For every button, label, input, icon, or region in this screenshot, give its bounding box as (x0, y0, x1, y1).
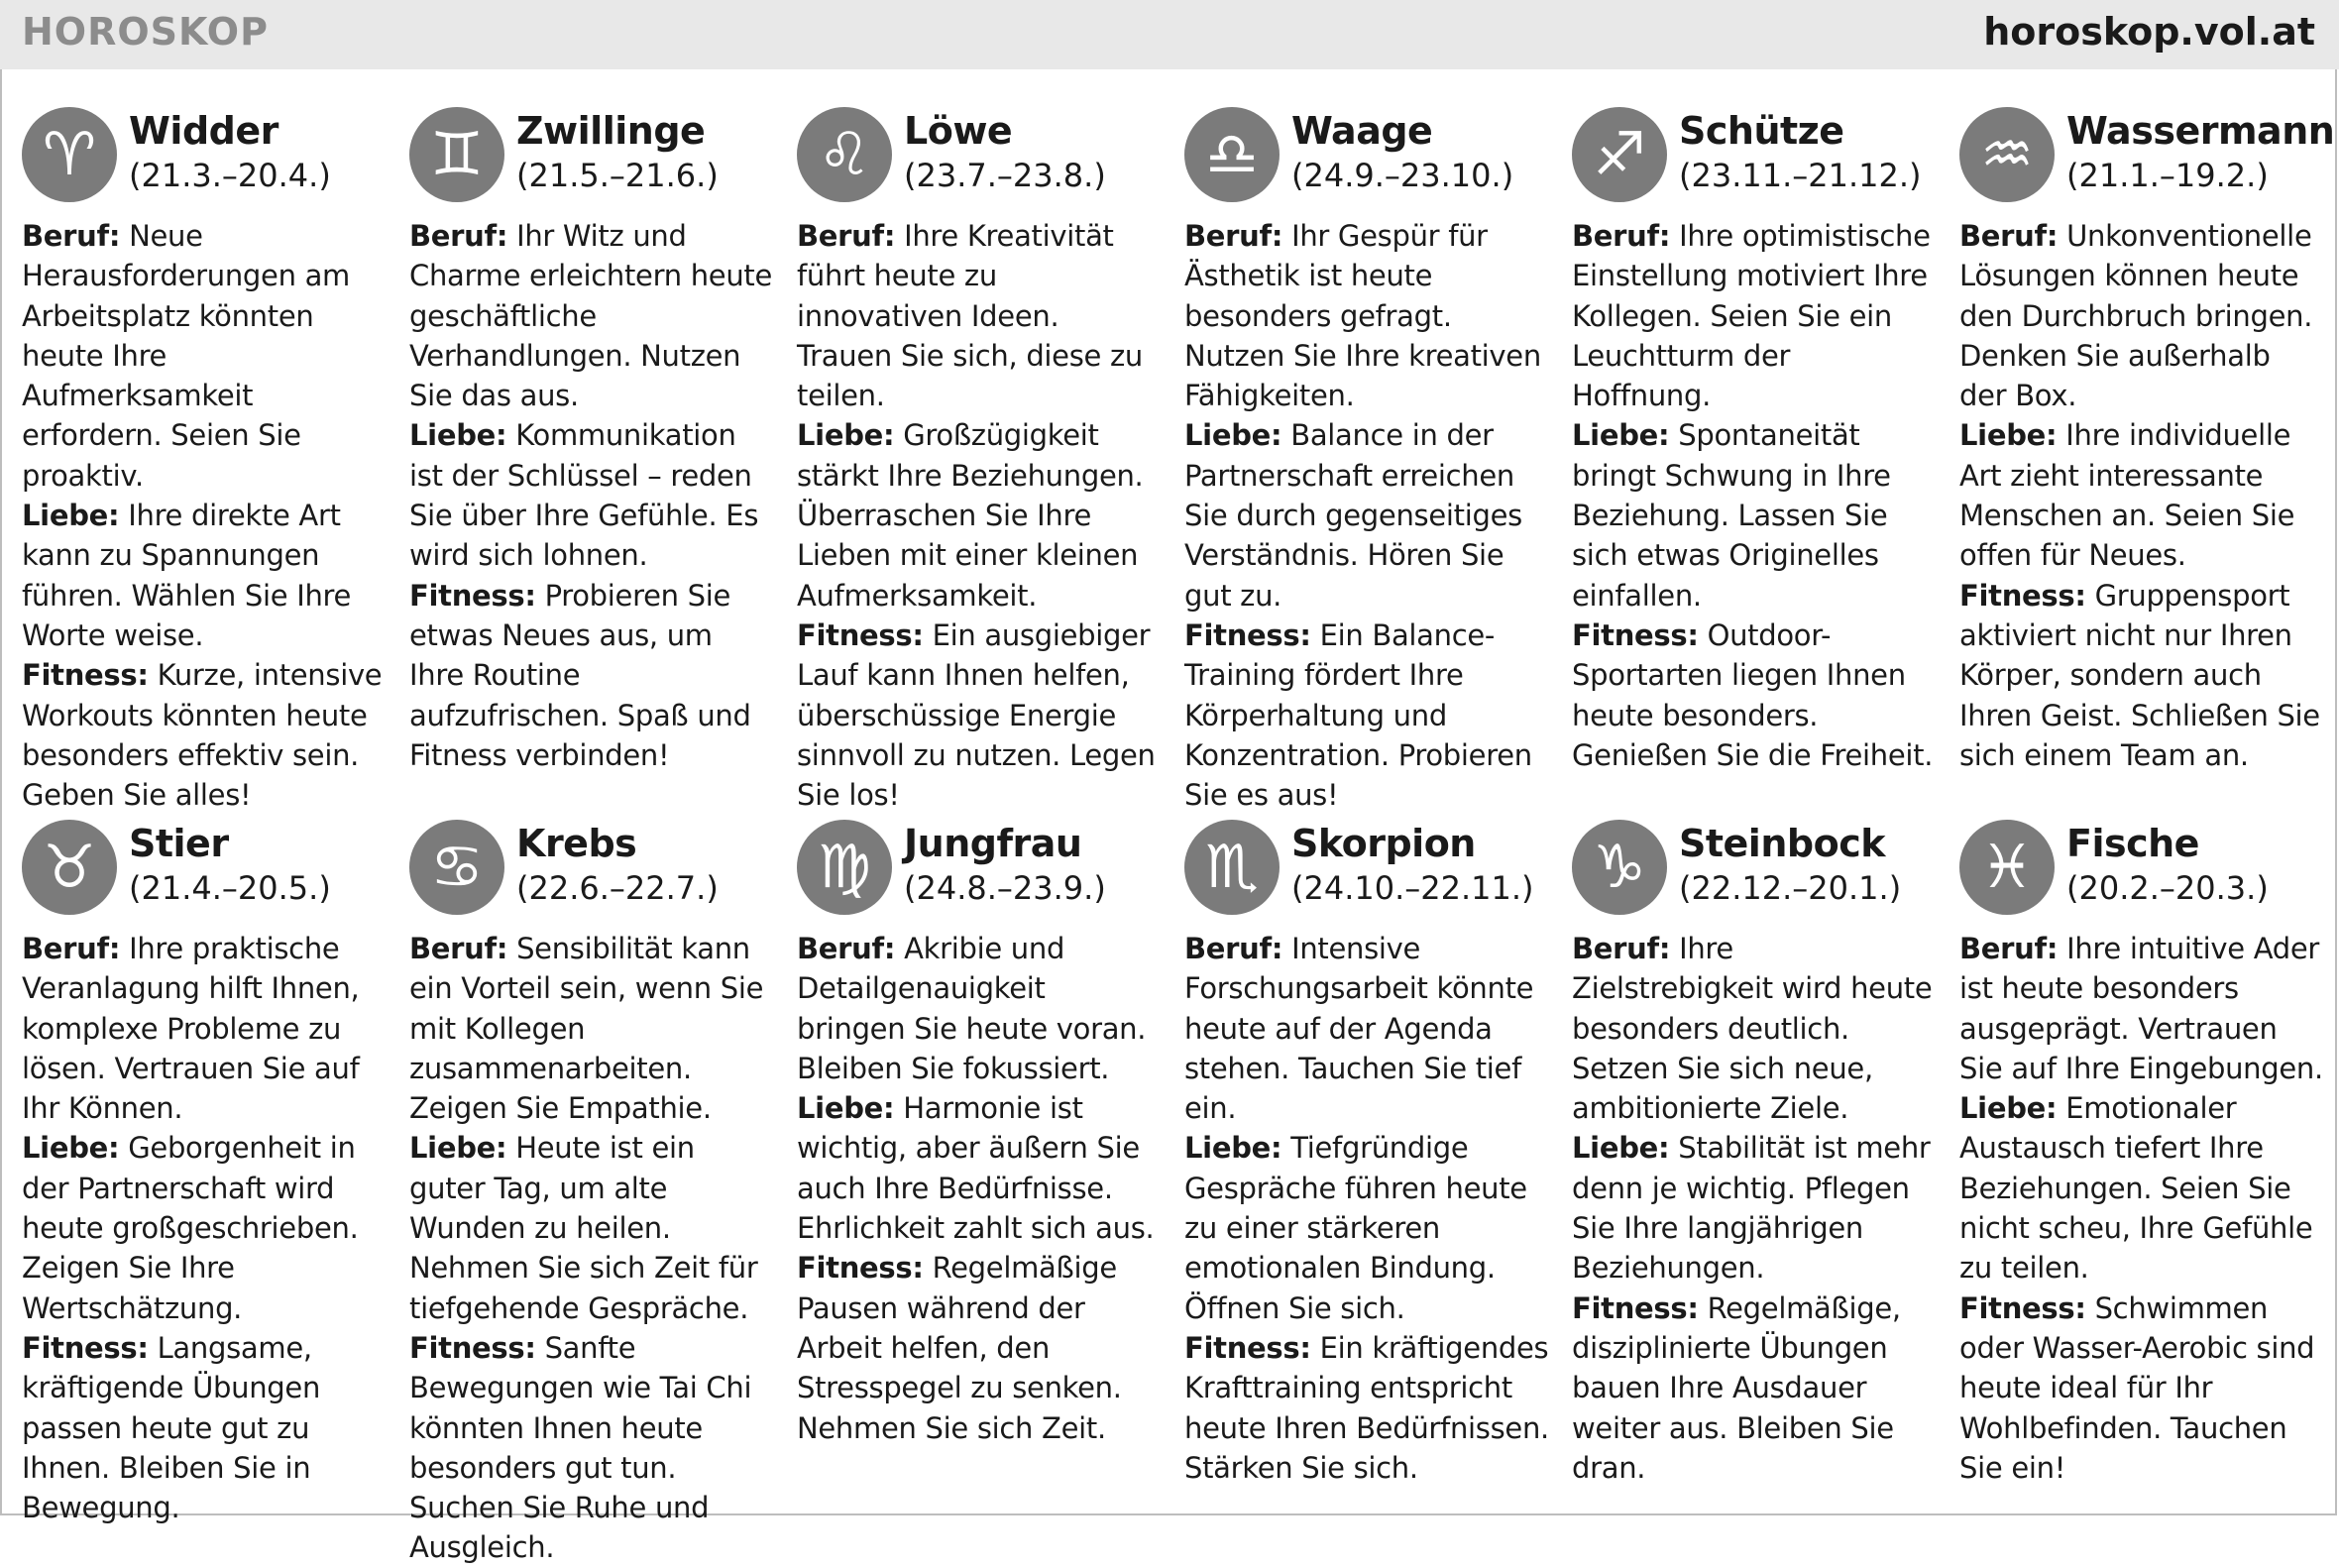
sign-stier (22, 820, 387, 1527)
beruf-label: Beruf: (1184, 932, 1283, 965)
sign-name: Widder (129, 109, 278, 153)
liebe-text: Großzügigkeit stärkt Ihre Beziehungen. Überraschen Sie Ihre Lieben mit einer kleinen Aufmerksamkeit. (797, 418, 1144, 613)
beruf-text: Intensive Forschungsarbeit könnte heute auf der Agenda stehen. Tauchen Sie tief ein. (1184, 932, 1534, 1126)
sign-name: Steinbock (1679, 822, 1885, 865)
sign-dates: (24.10.–22.11.) (1291, 869, 1534, 907)
aquarius-icon: ♒ (1959, 107, 2055, 202)
beruf-label: Beruf: (1184, 219, 1283, 253)
beruf-text: Ihre optimistische Einstellung motiviert Ihre Kollegen. Seien Sie ein Leuchtturm der Hoffnung. (1572, 219, 1931, 413)
fitness-text: Regelmäßige Pausen während der Arbeit helfen, den Stresspegel zu senken. Nehmen Sie sich Zeit. (797, 1251, 1122, 1445)
sign-skorpion (1184, 820, 1549, 1488)
sign-header (409, 820, 774, 929)
fitness-text: Regelmäßige, disziplinierte Übungen bauen Ihre Ausdauer weiter aus. Bleiben Sie dran. (1572, 1290, 1901, 1485)
sign-dates: (23.7.–23.8.) (904, 157, 1106, 194)
fitness-text: Gruppensport aktiviert nicht nur Ihren Körper, sondern auch Ihren Geist. Schließen Sie sich einem Team an. (1959, 578, 2320, 772)
sign-text (1572, 929, 1937, 1488)
sign-name: Stier (129, 822, 229, 865)
beruf-label: Beruf: (1572, 932, 1671, 965)
sign-name: Jungfrau (904, 822, 1082, 865)
fitness-label: Fitness: (797, 1251, 924, 1286)
fitness-label: Fitness: (1959, 578, 2086, 613)
sign-header (409, 107, 774, 216)
liebe-text: Ihre direkte Art kann zu Spannungen führen. Wählen Sie Ihre Worte weise. (22, 499, 352, 652)
sign-text (22, 929, 387, 1527)
sign-header (22, 820, 387, 929)
site-url: horoskop.vol.at (1983, 10, 2315, 54)
scorpio-icon: ♏ (1184, 820, 1280, 915)
sign-name: Skorpion (1291, 822, 1476, 865)
sign-header (1572, 820, 1937, 929)
sign-header (1184, 820, 1549, 929)
liebe-text: Ihre individuelle Art zieht interessante Menschen an. Seien Sie offen für Neues. (1959, 418, 2295, 573)
fitness-label: Fitness: (22, 658, 149, 693)
sign-header (797, 820, 1162, 929)
sign-dates: (21.3.–20.4.) (129, 157, 331, 194)
sign-löwe (797, 107, 1162, 815)
beruf-text: Ihre praktische Veranlagung hilft Ihnen, komplexe Probleme zu lösen. Vertrauen Sie auf Ihr Können. (22, 932, 360, 1126)
beruf-text: Akribie und Detailgenauigkeit bringen Sie heute voran. Bleiben Sie fokussiert. (797, 932, 1147, 1085)
sign-steinbock (1572, 820, 1937, 1488)
fitness-text: Langsame, kräftigende Übungen passen heute gut zu Ihnen. Bleiben Sie in Bewegung. (22, 1330, 321, 1525)
fitness-label: Fitness: (1959, 1290, 2086, 1325)
beruf-label: Beruf: (409, 219, 508, 253)
liebe-label: Liebe: (797, 1091, 895, 1126)
liebe-text: Balance in der Partnerschaft erreichen Sie durch gegenseitiges Verständnis. Hören Sie gut zu. (1184, 418, 1522, 613)
liebe-text: Kommunikation ist der Schlüssel – reden Sie über Ihre Gefühle. Es wird sich lohnen. (409, 418, 759, 573)
leo-icon: ♌ (797, 107, 892, 202)
sign-text (1184, 929, 1549, 1488)
sign-header (1184, 107, 1549, 216)
pisces-icon: ♓ (1959, 820, 2055, 915)
sign-dates: (24.9.–23.10.) (1291, 157, 1514, 194)
fitness-text: Ein ausgiebiger Lauf kann Ihnen helfen, überschüssige Energie sinnvoll zu nutzen. Legen Sie los! (797, 617, 1156, 813)
sign-dates: (22.12.–20.1.) (1679, 869, 1902, 907)
sign-text (409, 216, 774, 775)
liebe-label: Liebe: (22, 1131, 120, 1166)
liebe-label: Liebe: (1184, 1131, 1282, 1166)
liebe-label: Liebe: (1184, 418, 1282, 453)
libra-icon: ♎ (1184, 107, 1280, 202)
sign-waage (1184, 107, 1549, 815)
sign-wassermann (1959, 107, 2335, 775)
header-bar (0, 0, 2339, 69)
fitness-text: Ein kräftigendes Krafttraining entspricht heute Ihren Bedürfnissen. Stärken Sie sich. (1184, 1330, 1549, 1485)
sign-name: Krebs (516, 822, 637, 865)
liebe-text: Spontaneität bringt Schwung in Ihre Beziehung. Lassen Sie sich etwas Originelles einfallen. (1572, 418, 1891, 613)
fitness-text: Ein Balance-Training fördert Ihre Körperhaltung und Konzentration. Probieren Sie es aus! (1184, 617, 1532, 813)
beruf-label: Beruf: (797, 219, 896, 253)
sign-header (797, 107, 1162, 216)
liebe-label: Liebe: (1572, 418, 1670, 453)
beruf-label: Beruf: (22, 932, 121, 965)
sign-name: Wassermann (2066, 109, 2335, 153)
beruf-text: Ihre Kreativität führt heute zu innovativen Ideen. Trauen Sie sich, diese zu teilen. (797, 219, 1143, 413)
fitness-label: Fitness: (409, 1330, 536, 1365)
liebe-text: Emotionaler Austausch tiefert Ihre Beziehungen. Seien Sie nicht scheu, Ihre Gefühle zu teilen. (1959, 1091, 2313, 1286)
taurus-icon: ♉ (22, 820, 117, 915)
virgo-icon: ♍ (797, 820, 892, 915)
sign-name: Löwe (904, 109, 1013, 153)
fitness-label: Fitness: (22, 1330, 149, 1365)
sign-dates: (21.5.–21.6.) (516, 157, 719, 194)
sign-text (797, 216, 1162, 815)
beruf-label: Beruf: (797, 932, 896, 965)
sign-text (22, 216, 387, 815)
sign-header (1572, 107, 1937, 216)
beruf-label: Beruf: (22, 219, 121, 253)
fitness-text: Kurze, intensive Workouts könnten heute besonders effektiv sein. Geben Sie alles! (22, 658, 383, 813)
fitness-label: Fitness: (409, 578, 536, 613)
liebe-label: Liebe: (409, 1131, 507, 1166)
liebe-label: Liebe: (409, 418, 507, 453)
cancer-icon: ♋ (409, 820, 504, 915)
sign-dates: (22.6.–22.7.) (516, 869, 719, 907)
beruf-text: Ihr Gespür für Ästhetik ist heute besonders gefragt. Nutzen Sie Ihre kreativen Fähigkeiten. (1184, 219, 1541, 413)
liebe-text: Heute ist ein guter Tag, um alte Wunden zu heilen. Nehmen Sie sich Zeit für tiefgehende Gespräche. (409, 1131, 758, 1325)
gemini-icon: ♊ (409, 107, 504, 202)
beruf-label: Beruf: (409, 932, 508, 965)
sign-fische (1959, 820, 2324, 1488)
beruf-label: Beruf: (1959, 932, 2059, 965)
sign-schütze (1572, 107, 1937, 775)
capricorn-icon: ♑ (1572, 820, 1667, 915)
sign-text (1184, 216, 1549, 815)
beruf-label: Beruf: (1572, 219, 1671, 253)
sign-dates: (21.4.–20.5.) (129, 869, 331, 907)
sign-widder (22, 107, 387, 815)
fitness-text: Schwimmen oder Wasser-Aerobic sind heute ideal für Ihr Wohlbefinden. Tauchen Sie ein! (1959, 1290, 2315, 1485)
beruf-text: Ihre intuitive Ader ist heute besonders ausgeprägt. Vertrauen Sie auf Ihre Eingebungen. (1959, 932, 2323, 1085)
sign-dates: (20.2.–20.3.) (2066, 869, 2269, 907)
liebe-text: Harmonie ist wichtig, aber äußern Sie auch Ihre Bedürfnisse. Ehrlichkeit zahlt sich aus. (797, 1091, 1155, 1246)
aries-icon: ♈ (22, 107, 117, 202)
liebe-label: Liebe: (1959, 1091, 2058, 1126)
liebe-text: Tiefgründige Gespräche führen heute zu einer stärkeren emotionalen Bindung. Öffnen Sie sich. (1184, 1131, 1527, 1325)
sign-name: Fische (2066, 822, 2199, 865)
beruf-label: Beruf: (1959, 219, 2059, 253)
beruf-text: Ihre Zielstrebigkeit wird heute besonders deutlich. Setzen Sie sich neue, ambitionierte Ziele. (1572, 932, 1933, 1126)
sign-header (22, 107, 387, 216)
sign-krebs (409, 820, 774, 1568)
liebe-label: Liebe: (22, 499, 120, 533)
sign-jungfrau (797, 820, 1162, 1448)
sagittarius-icon: ♐ (1572, 107, 1667, 202)
sign-dates: (23.11.–21.12.) (1679, 157, 1922, 194)
fitness-text: Outdoor-Sportarten liegen Ihnen heute besonders. Genießen Sie die Freiheit. (1572, 617, 1934, 772)
fitness-text: Sanfte Bewegungen wie Tai Chi könnten Ihnen heute besonders gut tun. Suchen Sie Ruhe und Ausgleich. (409, 1330, 752, 1565)
beruf-text: Ihr Witz und Charme erleichtern heute geschäftliche Verhandlungen. Nutzen Sie das aus. (409, 219, 773, 413)
fitness-label: Fitness: (1184, 617, 1311, 652)
liebe-label: Liebe: (797, 418, 895, 453)
sign-text (797, 929, 1162, 1448)
liebe-text: Stabilität ist mehr denn je wichtig. Pflegen Sie Ihre langjährigen Beziehungen. (1572, 1131, 1931, 1286)
fitness-text: Probieren Sie etwas Neues aus, um Ihre Routine aufzufrischen. Spaß und Fitness verbinden! (409, 578, 751, 772)
sign-text (1959, 216, 2324, 775)
sign-header (1959, 820, 2324, 929)
sign-dates: (24.8.–23.9.) (904, 869, 1106, 907)
sign-text (1572, 216, 1937, 775)
page-title: HOROSKOP (22, 10, 269, 54)
beruf-text: Neue Herausforderungen am Arbeitsplatz könnten heute Ihre Aufmerksamkeit erfordern. Seien Sie proaktiv. (22, 219, 350, 493)
fitness-label: Fitness: (797, 617, 924, 652)
liebe-label: Liebe: (1959, 418, 2058, 453)
sign-name: Zwillinge (516, 109, 706, 153)
sign-text (1959, 929, 2324, 1488)
fitness-label: Fitness: (1572, 617, 1699, 652)
sign-text (409, 929, 774, 1568)
sign-name: Schütze (1679, 109, 1844, 153)
liebe-text: Geborgenheit in der Partnerschaft wird heute großgeschrieben. Zeigen Sie Ihre Wertschätzung. (22, 1131, 359, 1325)
sign-zwillinge (409, 107, 774, 775)
sign-dates: (21.1.–19.2.) (2066, 157, 2269, 194)
fitness-label: Fitness: (1184, 1330, 1311, 1365)
beruf-text: Unkonventionelle Lösungen können heute den Durchbruch bringen. Denken Sie außerhalb der Box. (1959, 219, 2313, 413)
liebe-label: Liebe: (1572, 1131, 1670, 1166)
sign-header (1959, 107, 2335, 216)
sign-name: Waage (1291, 109, 1433, 153)
beruf-text: Sensibilität kann ein Vorteil sein, wenn Sie mit Kollegen zusammenarbeiten. Zeigen Sie Empathie. (409, 932, 764, 1126)
fitness-label: Fitness: (1572, 1290, 1699, 1325)
